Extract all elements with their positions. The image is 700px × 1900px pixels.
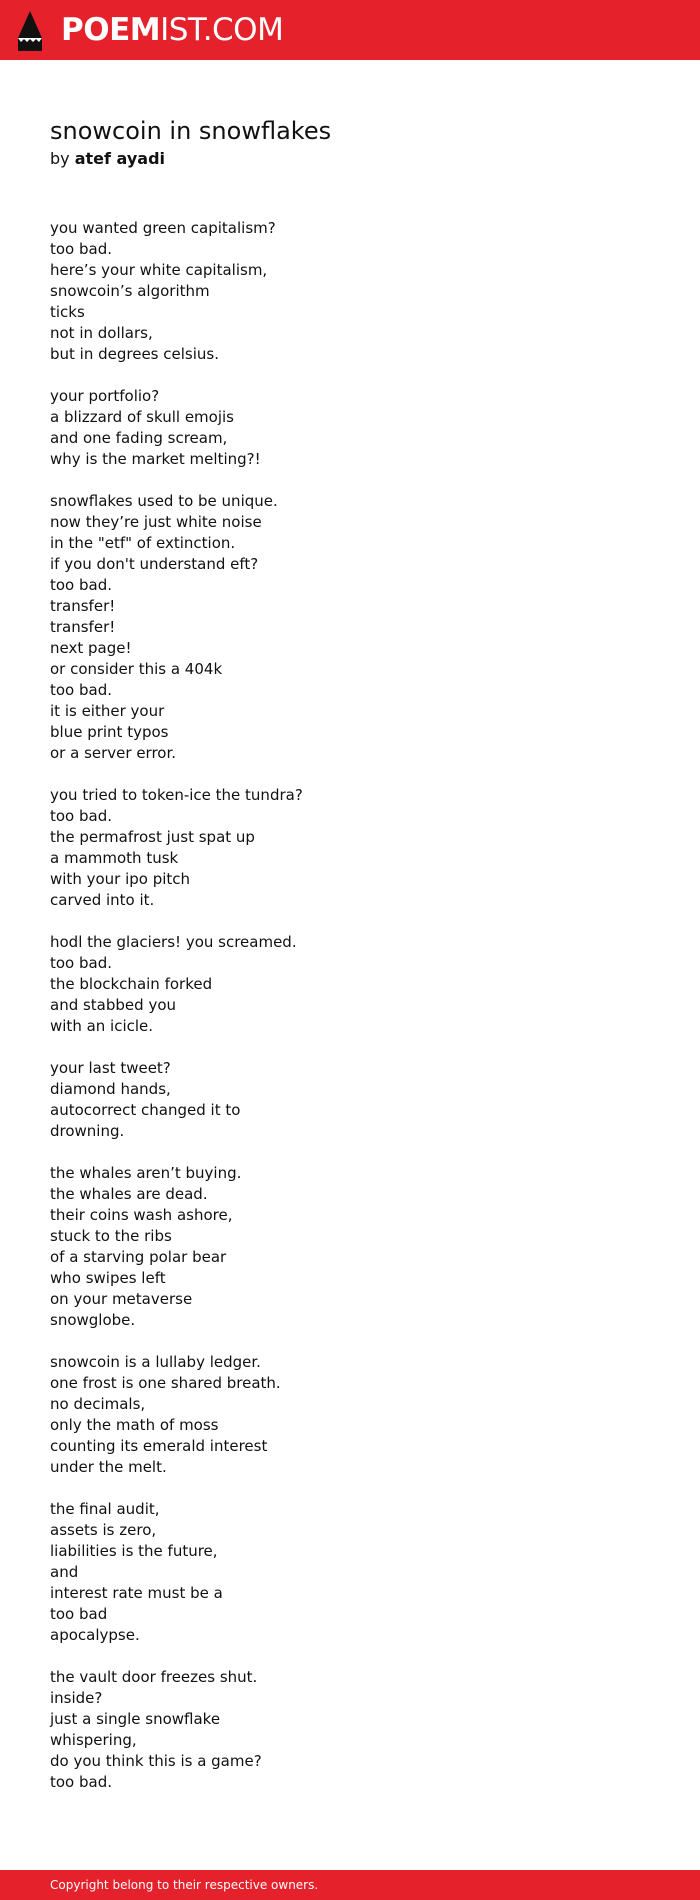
poem-line: the final audit,: [50, 1500, 160, 1518]
poem-line: of a starving polar bear: [50, 1248, 227, 1266]
poem-stanza: [50, 491, 650, 764]
poem-body: [50, 218, 650, 1814]
poem-line: snowcoin’s algorithm: [50, 282, 210, 300]
poem-stanza: [50, 1499, 650, 1646]
poem-line: the vault door freezes shut.: [50, 1668, 258, 1686]
byline: [50, 148, 165, 170]
poem-stanza: [50, 1667, 650, 1793]
poem-line: too bad.: [50, 681, 113, 699]
poem-line: hodl the glaciers! you screamed.: [50, 933, 297, 951]
poem-line: snowcoin is a lullaby ledger.: [50, 1353, 261, 1371]
poem-line: on your metaverse: [50, 1290, 193, 1308]
poem-line: too bad.: [50, 807, 113, 825]
poem-line: too bad.: [50, 954, 113, 972]
author-name: atef ayadi: [74, 149, 166, 168]
poem-line: not in dollars,: [50, 324, 153, 342]
poem-stanza: [50, 932, 650, 1037]
poem-line: autocorrect changed it to: [50, 1101, 241, 1119]
poem-line: here’s your white capitalism,: [50, 261, 268, 279]
poem-line: diamond hands,: [50, 1080, 171, 1098]
poem-line: who swipes left: [50, 1269, 166, 1287]
poem-line: now they’re just white noise: [50, 513, 262, 531]
poem-line: the whales are dead.: [50, 1185, 208, 1203]
poem-line: the blockchain forked: [50, 975, 213, 993]
poem-line: whispering,: [50, 1731, 137, 1749]
logo-bold-text: POEM: [61, 12, 161, 48]
poem-line: with an icicle.: [50, 1017, 154, 1035]
poem-line: blue print typos: [50, 723, 169, 741]
poem-line: just a single snowflake: [50, 1710, 221, 1728]
poem-line: and stabbed you: [50, 996, 176, 1014]
poem-line: in the "etf" of extinction.: [50, 534, 236, 552]
logo-light-text: IST.COM: [160, 12, 284, 48]
poem-line: and: [50, 1563, 79, 1581]
site-footer: [0, 1870, 700, 1900]
poem-line: your last tweet?: [50, 1059, 171, 1077]
poem-stanza: [50, 1058, 650, 1142]
poem-line: you tried to token-ice the tundra?: [50, 786, 303, 804]
poem-line: do you think this is a game?: [50, 1752, 262, 1770]
poem-line: under the melt.: [50, 1458, 167, 1476]
poem-line: snowglobe.: [50, 1311, 136, 1329]
poem-stanza: [50, 1352, 650, 1478]
poem-line: with your ipo pitch: [50, 870, 191, 888]
poem-line: carved into it.: [50, 891, 155, 909]
poem-line: it is either your: [50, 702, 165, 720]
poem-line: apocalypse.: [50, 1626, 140, 1644]
poem-line: no decimals,: [50, 1395, 146, 1413]
poem-line: inside?: [50, 1689, 103, 1707]
poem-line: next page!: [50, 639, 132, 657]
poem-line: your portfolio?: [50, 387, 160, 405]
poem-line: interest rate must be a: [50, 1584, 223, 1602]
poem-line: too bad: [50, 1605, 108, 1623]
poem-line: drowning.: [50, 1122, 125, 1140]
poem-line: assets is zero,: [50, 1521, 157, 1539]
poem-stanza: [50, 386, 650, 470]
poem-line: transfer!: [50, 618, 116, 636]
poem-stanza: [50, 1163, 650, 1331]
poem-line: stuck to the ribs: [50, 1227, 172, 1245]
poem-line: a mammoth tusk: [50, 849, 179, 867]
poem-line: if you don't understand eft?: [50, 555, 259, 573]
poem-line: and one fading scream,: [50, 429, 228, 447]
site-header: [0, 0, 700, 60]
poem-line: but in degrees celsius.: [50, 345, 219, 363]
poem-stanza: [50, 785, 650, 911]
by-label: by: [50, 149, 70, 168]
copyright-text: Copyright belong to their respective owners.: [50, 1878, 319, 1892]
poem-line: too bad.: [50, 576, 113, 594]
poem-line: or consider this a 404k: [50, 660, 223, 678]
poem-line: liabilities is the future,: [50, 1542, 218, 1560]
poem-line: too bad.: [50, 1773, 113, 1791]
poem-stanza: [50, 218, 650, 365]
poem-line: transfer!: [50, 597, 116, 615]
poem-line: the whales aren’t buying.: [50, 1164, 242, 1182]
pencil-icon[interactable]: [18, 11, 42, 51]
poem-line: the permafrost just spat up: [50, 828, 255, 846]
poem-line: or a server error.: [50, 744, 177, 762]
poem-line: only the math of moss: [50, 1416, 219, 1434]
poem-line: too bad.: [50, 240, 113, 258]
site-logo[interactable]: [61, 11, 283, 49]
poem-line: their coins wash ashore,: [50, 1206, 233, 1224]
poem-line: why is the market melting?!: [50, 450, 261, 468]
poem-line: one frost is one shared breath.: [50, 1374, 281, 1392]
poem-line: counting its emerald interest: [50, 1437, 268, 1455]
poem-title: snowcoin in snowflakes: [50, 117, 332, 145]
poem-line: you wanted green capitalism?: [50, 219, 276, 237]
poem-line: snowflakes used to be unique.: [50, 492, 278, 510]
poem-line: a blizzard of skull emojis: [50, 408, 234, 426]
poem-line: ticks: [50, 303, 85, 321]
